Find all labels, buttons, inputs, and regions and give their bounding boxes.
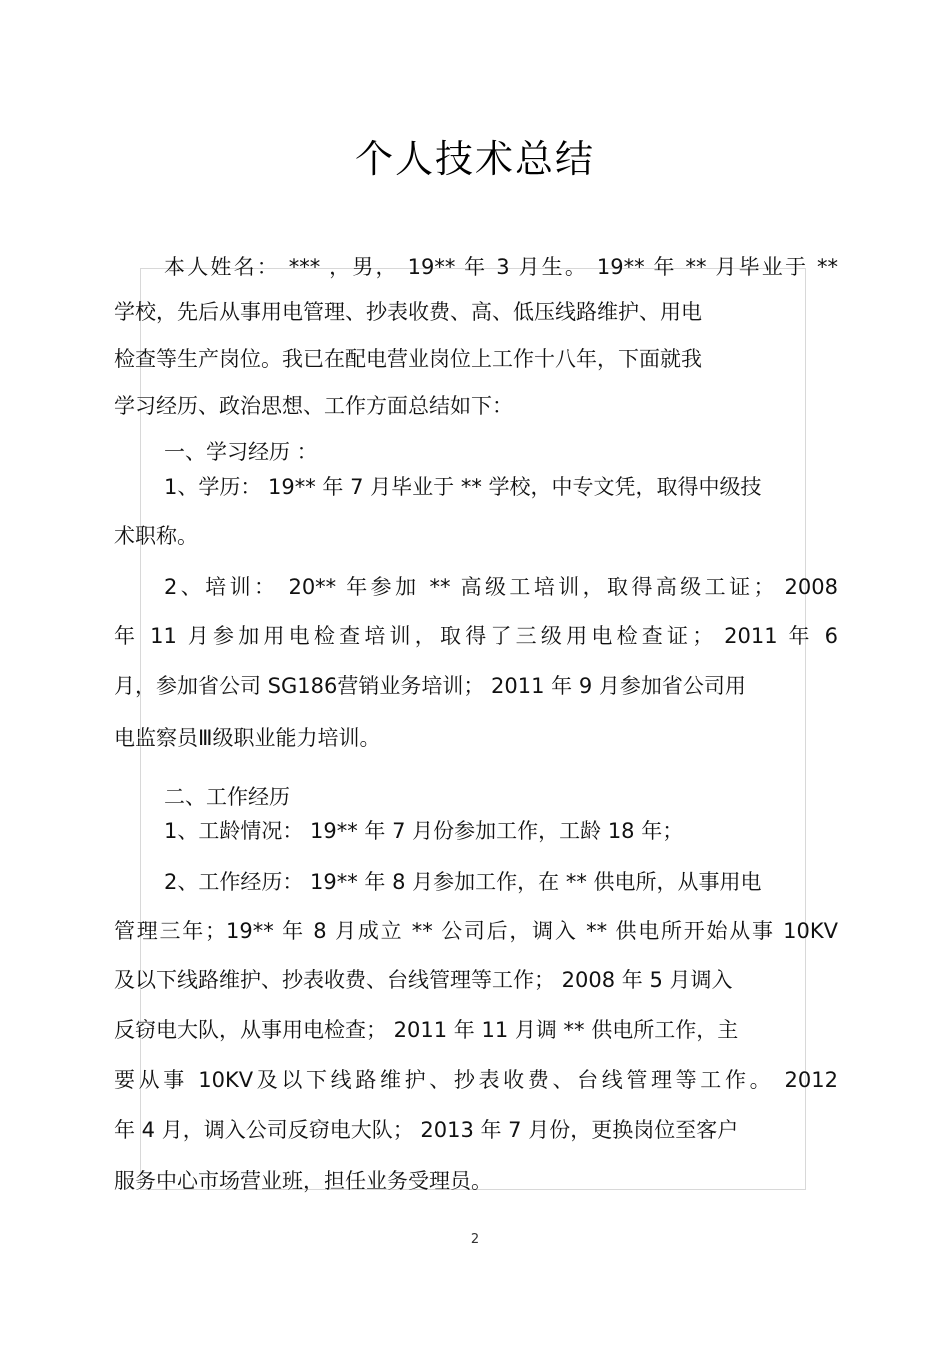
paragraph-line: 2、工作经历： 19** 年 8 月参加工作，在 ** 供电所，从事用电 [164, 870, 762, 894]
paragraph-line: 反窃电大队，从事用电检查； 2011 年 11 月调 ** 供电所工作，主 [114, 1018, 739, 1042]
paragraph-line: 及以下线路维护、抄表收费、台线管理等工作； 2008 年 5 月调入 [114, 968, 733, 992]
section-heading: 二、工作经历 [164, 785, 290, 809]
paragraph-line: 1、学历： 19** 年 7 月毕业于 ** 学校，中专文凭，取得中级技 [164, 475, 762, 499]
paragraph-line: 检查等生产岗位。我已在配电营业岗位上工作十八年，下面就我 [114, 347, 702, 371]
paragraph-line: 年 11 月参加用电检查培训，取得了三级用电检查证； 2011 年 6 [114, 624, 838, 648]
paragraph-line: 1、工龄情况： 19** 年 7 月份参加工作，工龄 18 年； [164, 819, 684, 843]
paragraph-line: 月，参加省公司 SG186营销业务培训； 2011 年 9 月参加省公司用 [114, 674, 746, 698]
paragraph-line: 本人姓名： *** ，男， 19** 年 3 月生。 19** 年 ** 月毕业于 ** [164, 255, 838, 279]
paragraph-line: 学习经历、政治思想、工作方面总结如下： [114, 394, 513, 418]
document-title: 个人技术总结 [354, 137, 595, 181]
paragraph-line: 2、培训： 20** 年参加 ** 高级工培训，取得高级工证； 2008 [164, 575, 838, 599]
page-number: 2 [470, 1232, 480, 1247]
paragraph-line: 术职称。 [114, 524, 198, 548]
paragraph-line: 服务中心市场营业班，担任业务受理员。 [114, 1169, 492, 1193]
paragraph-line: 管理三年；19** 年 8 月成立 ** 公司后，调入 ** 供电所开始从事 10KV [114, 919, 838, 943]
paragraph-line: 电监察员Ⅲ级职业能力培训。 [114, 726, 381, 750]
paragraph-line: 学校，先后从事用电管理、抄表收费、高、低压线路维护、用电 [114, 300, 702, 324]
section-heading: 一、学习经历 ： [164, 440, 318, 464]
paragraph-line: 要从事 10KV及以下线路维护、抄表收费、台线管理等工作。 2012 [114, 1068, 838, 1092]
paragraph-line: 年 4 月，调入公司反窃电大队； 2013 年 7 月份，更换岗位至客户 [114, 1118, 739, 1142]
